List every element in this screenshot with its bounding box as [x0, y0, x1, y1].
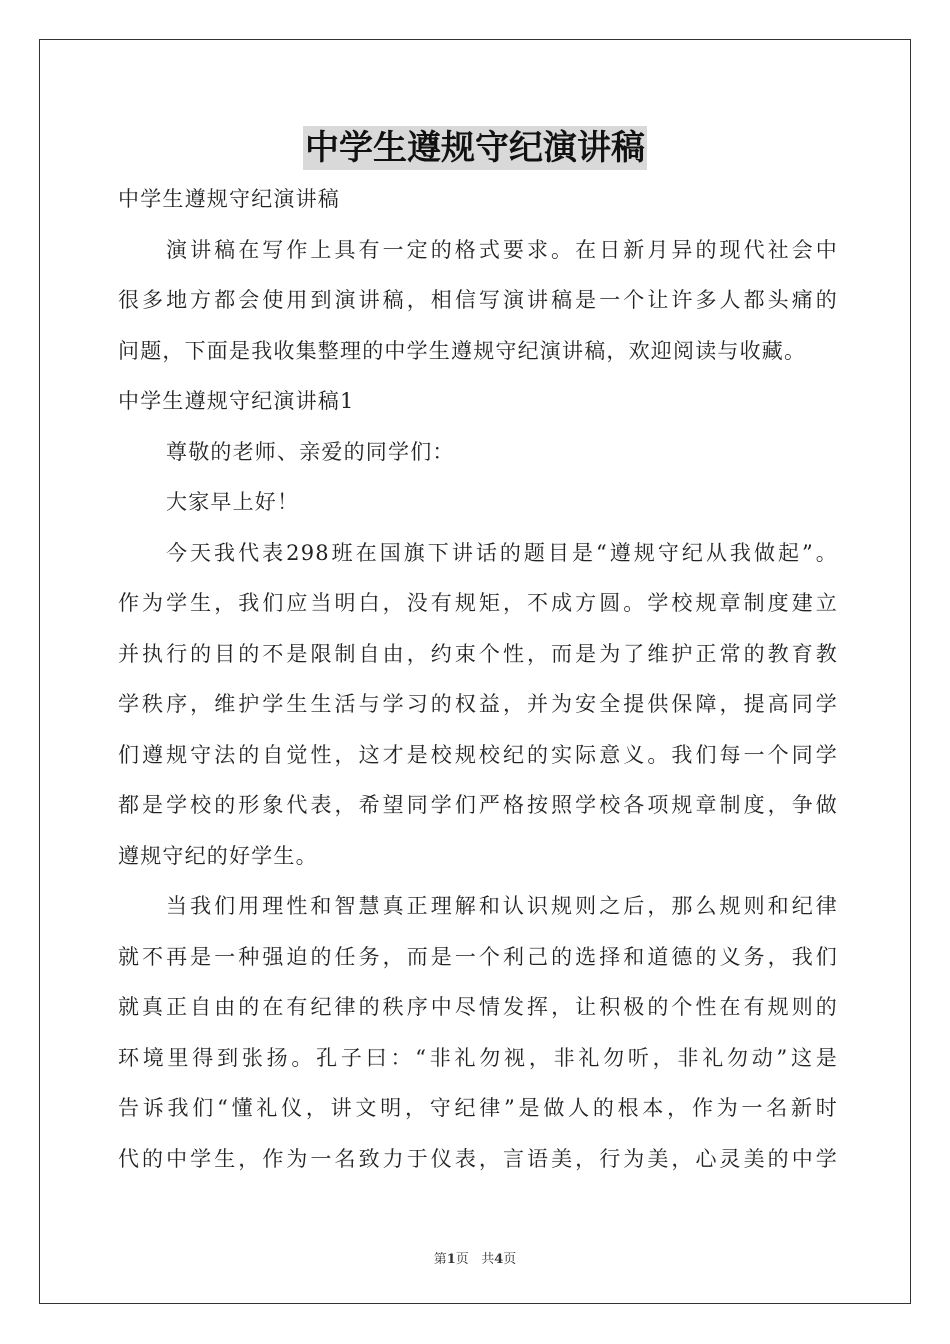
- paragraph-line: 很多地方都会使用到演讲稿，相信写演讲稿是一个让许多人都头痛的: [118, 288, 838, 312]
- paragraph-line: 就真正自由的在有纪律的秩序中尽情发挥，让积极的个性在有规则的: [118, 995, 838, 1019]
- paragraph-line: 今天我代表298班在国旗下讲话的题目是“遵规守纪从我做起”。: [166, 540, 838, 565]
- paragraph-line: 遵规守纪的好学生。: [118, 843, 318, 868]
- paragraph-line: 并执行的目的不是限制自由，约束个性，而是为了维护正常的教育教: [118, 641, 838, 666]
- paragraph-line: 环境里得到张扬。孔子曰：“非礼勿视，非礼勿听，非礼勿动”这是: [118, 1045, 838, 1070]
- section-heading: 中学生遵规守纪演讲稿1: [118, 389, 355, 413]
- greeting-line: 大家早上好！: [166, 490, 300, 514]
- page-suffix: 页: [455, 1252, 469, 1267]
- document-body: [118, 174, 838, 1184]
- paragraph-line: 们遵规守法的自觉性，这才是校规校纪的实际意义。我们每一个同学: [118, 742, 838, 767]
- total-suffix: 页: [503, 1252, 517, 1267]
- paragraph-line: 作为学生，我们应当明白，没有规矩，不成方圆。学校规章制度建立: [118, 591, 838, 615]
- paragraph-line: 当我们用理性和智慧真正理解和认识规则之后，那么规则和纪律: [166, 894, 838, 918]
- paragraph-line: 都是学校的形象代表，希望同学们严格按照学校各项规章制度，争做: [118, 793, 838, 817]
- document-title: [0, 126, 950, 170]
- page-footer: [0, 1248, 950, 1267]
- subtitle-line: 中学生遵规守纪演讲稿: [118, 187, 340, 211]
- paragraph-line: 学秩序，维护学生生活与学习的权益，并为安全提供保障，提高同学: [118, 692, 838, 716]
- page-current: 1: [446, 1252, 456, 1267]
- total-prefix: 共: [481, 1252, 495, 1267]
- paragraph-line: 问题，下面是我收集整理的中学生遵规守纪演讲稿，欢迎阅读与收藏。: [118, 338, 807, 363]
- paragraph-line: 就不再是一种强迫的任务，而是一个利己的选择和道德的义务，我们: [118, 944, 838, 969]
- paragraph-line: 演讲稿在写作上具有一定的格式要求。在日新月异的现代社会中: [166, 237, 838, 262]
- paragraph-line: 代的中学生，作为一名致力于仪表，言语美，行为美，心灵美的中学: [118, 1146, 838, 1171]
- document-title-text: 中学生遵规守纪演讲稿: [305, 128, 645, 168]
- paragraph-line: 告诉我们“懂礼仪，讲文明，守纪律”是做人的根本，作为一名新时: [118, 1096, 838, 1120]
- page-prefix: 第: [433, 1252, 447, 1267]
- salutation-line: 尊敬的老师、亲爱的同学们：: [166, 439, 455, 464]
- page-total: 4: [494, 1252, 504, 1267]
